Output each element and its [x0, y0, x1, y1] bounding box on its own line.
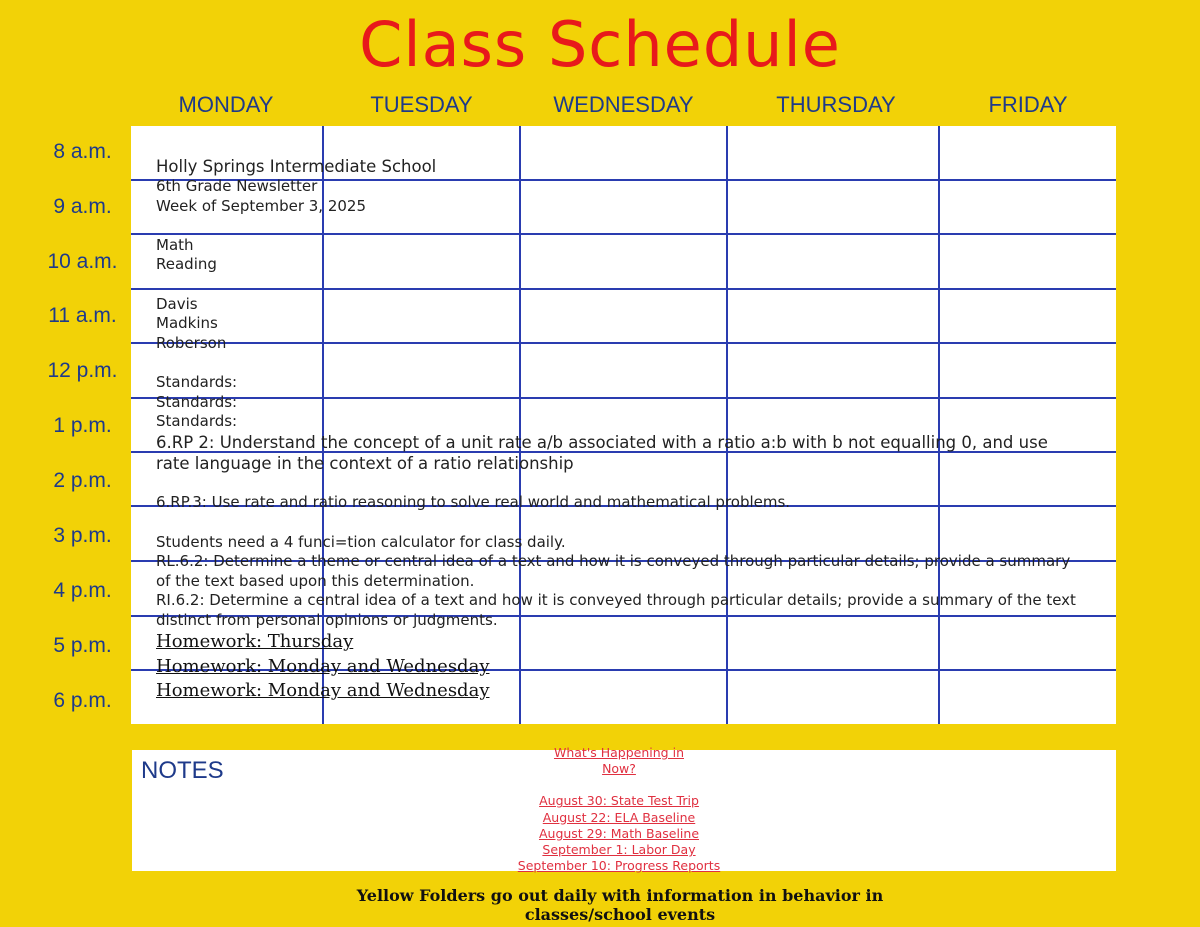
standard-ri62: RI.6.2: Determine a central idea of a text and how it is conveyed through particular details; provide a summary of the text distinct from personal opinions or judgments.: [156, 591, 1076, 629]
time-label: 2 p.m.: [53, 469, 112, 492]
time-label: 12 p.m.: [47, 359, 118, 382]
homework-link[interactable]: Homework: Thursday: [156, 631, 354, 653]
teacher-item: Roberson: [156, 333, 227, 352]
day-header-friday: FRIDAY: [988, 92, 1068, 117]
time-label: 1 p.m.: [53, 414, 112, 437]
day-header-thursday: THURSDAY: [776, 92, 896, 117]
school-name: Holly Springs Intermediate School: [156, 157, 437, 176]
events-heading[interactable]: What's Happening in: [553, 745, 684, 760]
standards-label: Standards:: [156, 372, 238, 391]
day-header-monday: MONDAY: [178, 92, 274, 117]
teacher-item: Davis: [156, 294, 198, 313]
time-label: 3 p.m.: [53, 524, 112, 547]
time-label: 10 a.m.: [47, 250, 118, 273]
homework-link[interactable]: Homework: Monday and Wednesday: [156, 680, 490, 702]
standards-label: Standards:: [156, 412, 238, 431]
events-list: [488, 745, 750, 874]
subject-item: Math: [156, 235, 194, 254]
newsletter-subtitle: 6th Grade Newsletter: [156, 177, 318, 195]
newsletter-content: [156, 156, 1086, 704]
time-label: 4 p.m.: [53, 579, 112, 602]
event-item[interactable]: August 22: ELA Baseline: [542, 809, 696, 825]
standard-rl62: RL.6.2: Determine a theme or central idea of a text and how it is conveyed through particular details; provide a summary of the text based upon this determination.: [156, 552, 1071, 590]
time-label: 9 a.m.: [53, 195, 112, 218]
calculator-note: Students need a 4 funci=tion calculator for class daily.: [156, 532, 566, 551]
subject-item: Reading: [156, 255, 217, 274]
footer-note: Yellow Folders go out daily with information in behavior in classes/school events: [356, 886, 884, 924]
homework-link[interactable]: Homework: Monday and Wednesday: [156, 655, 490, 677]
event-item[interactable]: August 29: Math Baseline: [538, 825, 700, 841]
time-label: 6 p.m.: [53, 689, 112, 712]
events-heading[interactable]: Now?: [602, 761, 636, 777]
newsletter-week: Week of September 3, 2025: [156, 196, 367, 215]
time-label: 8 a.m.: [53, 140, 112, 163]
standard-rp2: 6.RP 2: Understand the concept of a unit rate a/b associated with a ratio a:b with b not equalling 0, and use rate language in the context of a ratio relationship: [156, 432, 1048, 473]
event-item[interactable]: September 1: Labor Day: [542, 842, 696, 858]
time-label: 11 a.m.: [48, 304, 117, 327]
teacher-item: Madkins: [156, 314, 218, 333]
event-item[interactable]: September 10: Progress Reports: [517, 858, 721, 874]
day-header-wednesday: WEDNESDAY: [553, 92, 694, 117]
standard-rp3: 6.RP.3: Use rate and ratio reasoning to solve real world and mathematical problems.: [156, 493, 791, 512]
time-label: 5 p.m.: [53, 634, 112, 657]
notes-title: NOTES: [141, 757, 224, 784]
day-header-tuesday: TUESDAY: [370, 92, 473, 117]
page-title: Class Schedule: [359, 8, 841, 81]
event-item[interactable]: August 30: State Test Trip: [539, 793, 699, 809]
standards-label: Standards:: [156, 392, 238, 411]
